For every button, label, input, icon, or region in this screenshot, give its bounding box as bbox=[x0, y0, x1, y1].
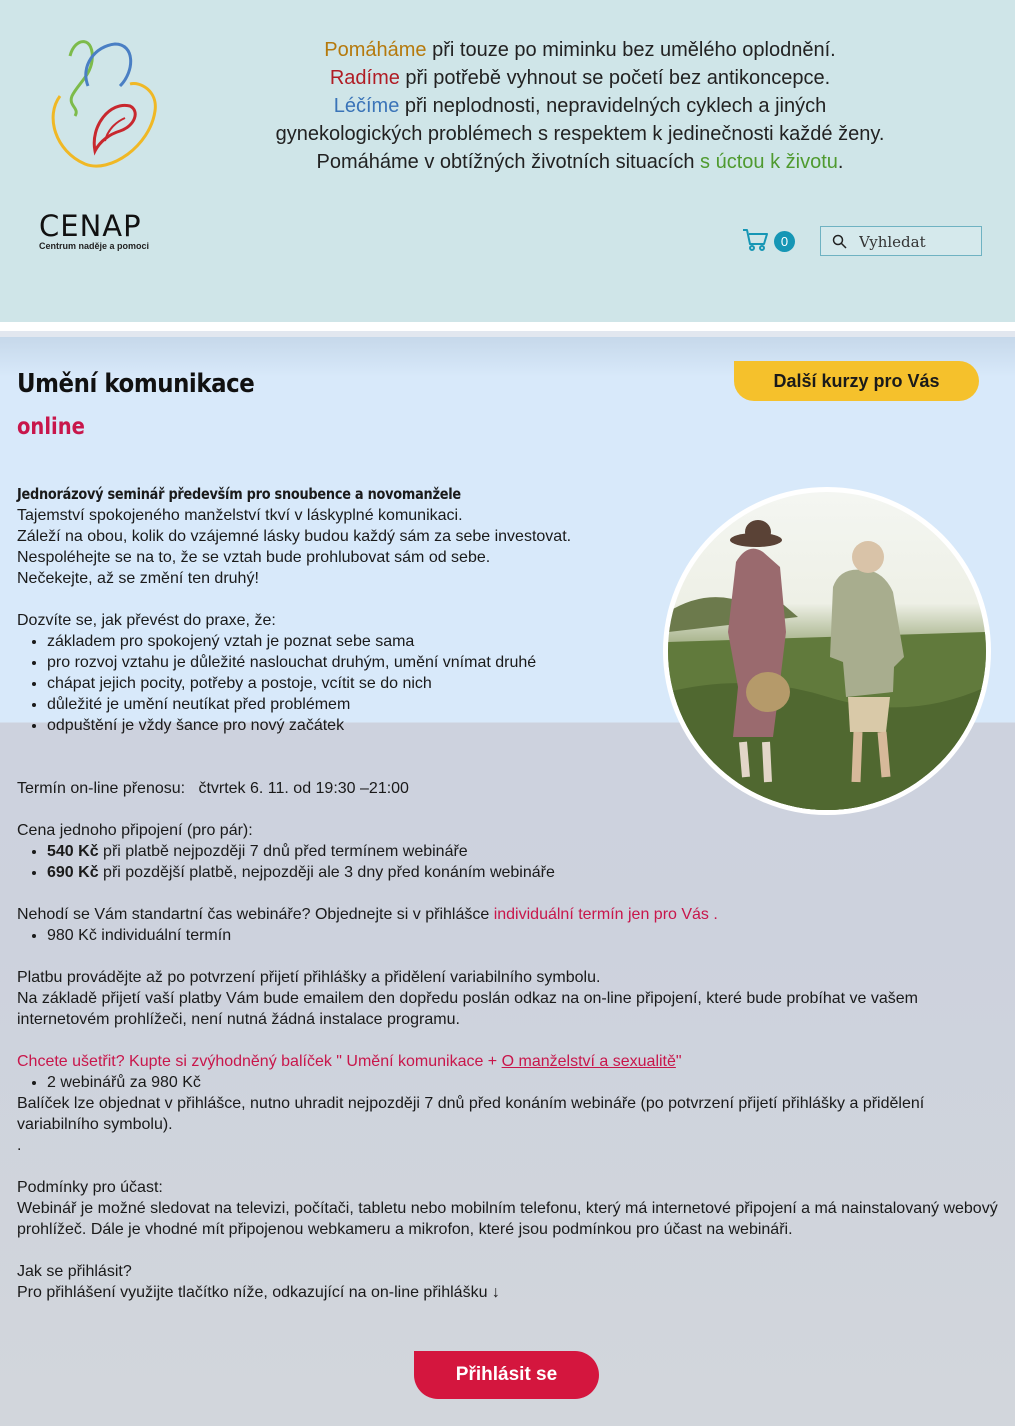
cart-button[interactable] bbox=[742, 228, 802, 256]
cart-icon bbox=[742, 228, 770, 252]
price-list bbox=[17, 841, 1002, 883]
custom-price-item: • 980 Kč individuální termín bbox=[47, 925, 1002, 946]
list-item: • odpuštění je vždy šance pro nový začátek bbox=[47, 715, 1002, 736]
conditions-text: Webinář je možné sledovat na televizi, počítači, tabletu nebo mobilním telefonu, který má internetové připojení a má nainstalovaný webový prohlížeč. Dále je vhodné mít připojenou webkameru a mikrofon, které jsou podmínkou pro účast na webináři. bbox=[17, 1200, 998, 1238]
tagline-line-2 bbox=[230, 64, 930, 92]
cenap-logo[interactable] bbox=[40, 36, 160, 176]
list-item: • důležité je umění neutíkat před problémem bbox=[47, 694, 1002, 715]
tagline-line-1 bbox=[230, 36, 930, 64]
broadcast-term bbox=[17, 778, 1002, 799]
how-text: Pro přihlášení využijte tlačítko níže, odkazující na on-line přihlášku ↓ bbox=[17, 1284, 500, 1301]
tagline-em-help: Pomáháme bbox=[324, 39, 427, 61]
bundle-note: Balíček lze objednat v přihlášce, nutno uhradit nejpozději 7 dnů před konáním webináře (po potvrzení přijetí přihlášky a přidělení variabilního symbolu). bbox=[17, 1095, 925, 1133]
custom-term-highlight: individuální termín jen pro Vás . bbox=[493, 906, 718, 923]
brand[interactable] bbox=[39, 210, 149, 251]
list-item: • základem pro spokojený vztah je poznat sebe sama bbox=[47, 631, 1002, 652]
term-label: Termín on-line přenosu: bbox=[17, 780, 186, 797]
tagline-em-respect: s úctou k životu bbox=[700, 151, 838, 173]
tagline-em-advise: Radíme bbox=[329, 67, 400, 89]
tagline-text-5: Pomáháme v obtížných životních situacích bbox=[316, 151, 701, 173]
price-item bbox=[47, 841, 1002, 862]
bundle-item: • 2 webinářů za 980 Kč bbox=[47, 1072, 1002, 1093]
page-subtitle: online bbox=[17, 414, 85, 440]
brand-subtitle: Centrum naděje a pomoci bbox=[39, 241, 150, 251]
header-separator bbox=[0, 322, 1015, 331]
bundle-offer-end: " bbox=[675, 1053, 682, 1070]
bundle-offer bbox=[17, 1051, 1002, 1072]
brand-name: CENAP bbox=[39, 209, 142, 243]
bundle-link[interactable]: O manželství a sexualitě bbox=[501, 1053, 676, 1070]
search-input[interactable] bbox=[857, 231, 977, 253]
custom-term-text bbox=[17, 904, 1002, 925]
term-value: čtvrtek 6. 11. od 19:30 –21:00 bbox=[198, 780, 409, 797]
dot-line: . bbox=[17, 1137, 22, 1154]
learn-heading: Dozvíte se, jak převést do praxe, že: bbox=[17, 612, 276, 629]
intro-line-1: Tajemství spokojeného manželství tkví v láskyplné komunikaci. bbox=[17, 507, 463, 524]
price-note: při platbě nejpozději 7 dnů před termínem webináře bbox=[98, 843, 468, 860]
course-description bbox=[17, 484, 1002, 1303]
search-box[interactable] bbox=[820, 226, 982, 256]
intro-heading: Jednorázový seminář především pro snoubence a novomanžele bbox=[17, 485, 461, 503]
list-item: • pro rozvoj vztahu je důležité naslouchat druhým, umění vnímat druhé bbox=[47, 652, 1002, 673]
price-heading: Cena jednoho připojení (pro pár): bbox=[17, 822, 253, 839]
bundle-list bbox=[17, 1072, 1002, 1093]
page-title: Umění komunikace bbox=[17, 369, 255, 399]
price-amount: 540 Kč bbox=[47, 843, 99, 860]
tagline-text-3: při neplodnosti, nepravidelných cyklech a jiných bbox=[399, 95, 827, 117]
price-note: při pozdější platbě, nejpozději ale 3 dny před konáním webináře bbox=[98, 864, 555, 881]
tagline-line-4: gynekologických problémech s respektem k jedinečnosti každé ženy. bbox=[275, 123, 885, 145]
cart-count-badge: 0 bbox=[774, 231, 795, 252]
tagline-line-5 bbox=[230, 148, 930, 176]
tagline-end: . bbox=[837, 151, 844, 173]
conditions-heading: Podmínky pro účast: bbox=[17, 1179, 163, 1196]
tagline-text-1: při touze po miminku bez umělého oplodnění. bbox=[426, 39, 836, 61]
cenap-logo-mark-icon bbox=[40, 36, 160, 176]
list-item: • chápat jejich pocity, potřeby a postoje, vcítit se do nich bbox=[47, 673, 1002, 694]
intro-line-2: Záleží na obou, kolik do vzájemné lásky budou každý sám za sebe investovat. bbox=[17, 528, 572, 545]
payment-line-1: Platbu provádějte až po potvrzení přijetí přihlášky a přidělení variabilního symbolu. bbox=[17, 969, 601, 986]
price-item bbox=[47, 862, 1002, 883]
how-heading: Jak se přihlásit? bbox=[17, 1263, 132, 1280]
price-amount: 690 Kč bbox=[47, 864, 99, 881]
site-header bbox=[0, 0, 1015, 322]
custom-term-question: Nehodí se Vám standartní čas webináře? Objednejte si v přihlášce bbox=[17, 906, 494, 923]
more-courses-button[interactable]: Další kurzy pro Vás bbox=[734, 361, 979, 401]
tagline-text-2: při potřebě vyhnout se početí bez antikoncepce. bbox=[399, 67, 831, 89]
tagline-em-heal: Léčíme bbox=[333, 95, 400, 117]
bundle-offer-text: Chcete ušetřit? Kupte si zvýhodněný balíček " Umění komunikace + bbox=[17, 1053, 502, 1070]
tagline-line-3 bbox=[230, 92, 930, 120]
payment-line-2: Na základě přijetí vaší platby Vám bude emailem den dopředu poslán odkaz na on-line připojení, které bude probíhat ve vašem internetovém prohlížeči, není nutná žádná instalace programu. bbox=[17, 990, 918, 1028]
signup-button[interactable]: Přihlásit se bbox=[414, 1351, 599, 1399]
custom-list bbox=[17, 925, 1002, 946]
tagline bbox=[230, 36, 930, 176]
intro-line-4: Nečekejte, až se změní ten druhý! bbox=[17, 570, 259, 587]
search-icon bbox=[832, 234, 847, 249]
intro-line-3: Nespoléhejte se na to, že se vztah bude prohlubovat sám od sebe. bbox=[17, 549, 491, 566]
learn-list bbox=[17, 631, 1002, 736]
